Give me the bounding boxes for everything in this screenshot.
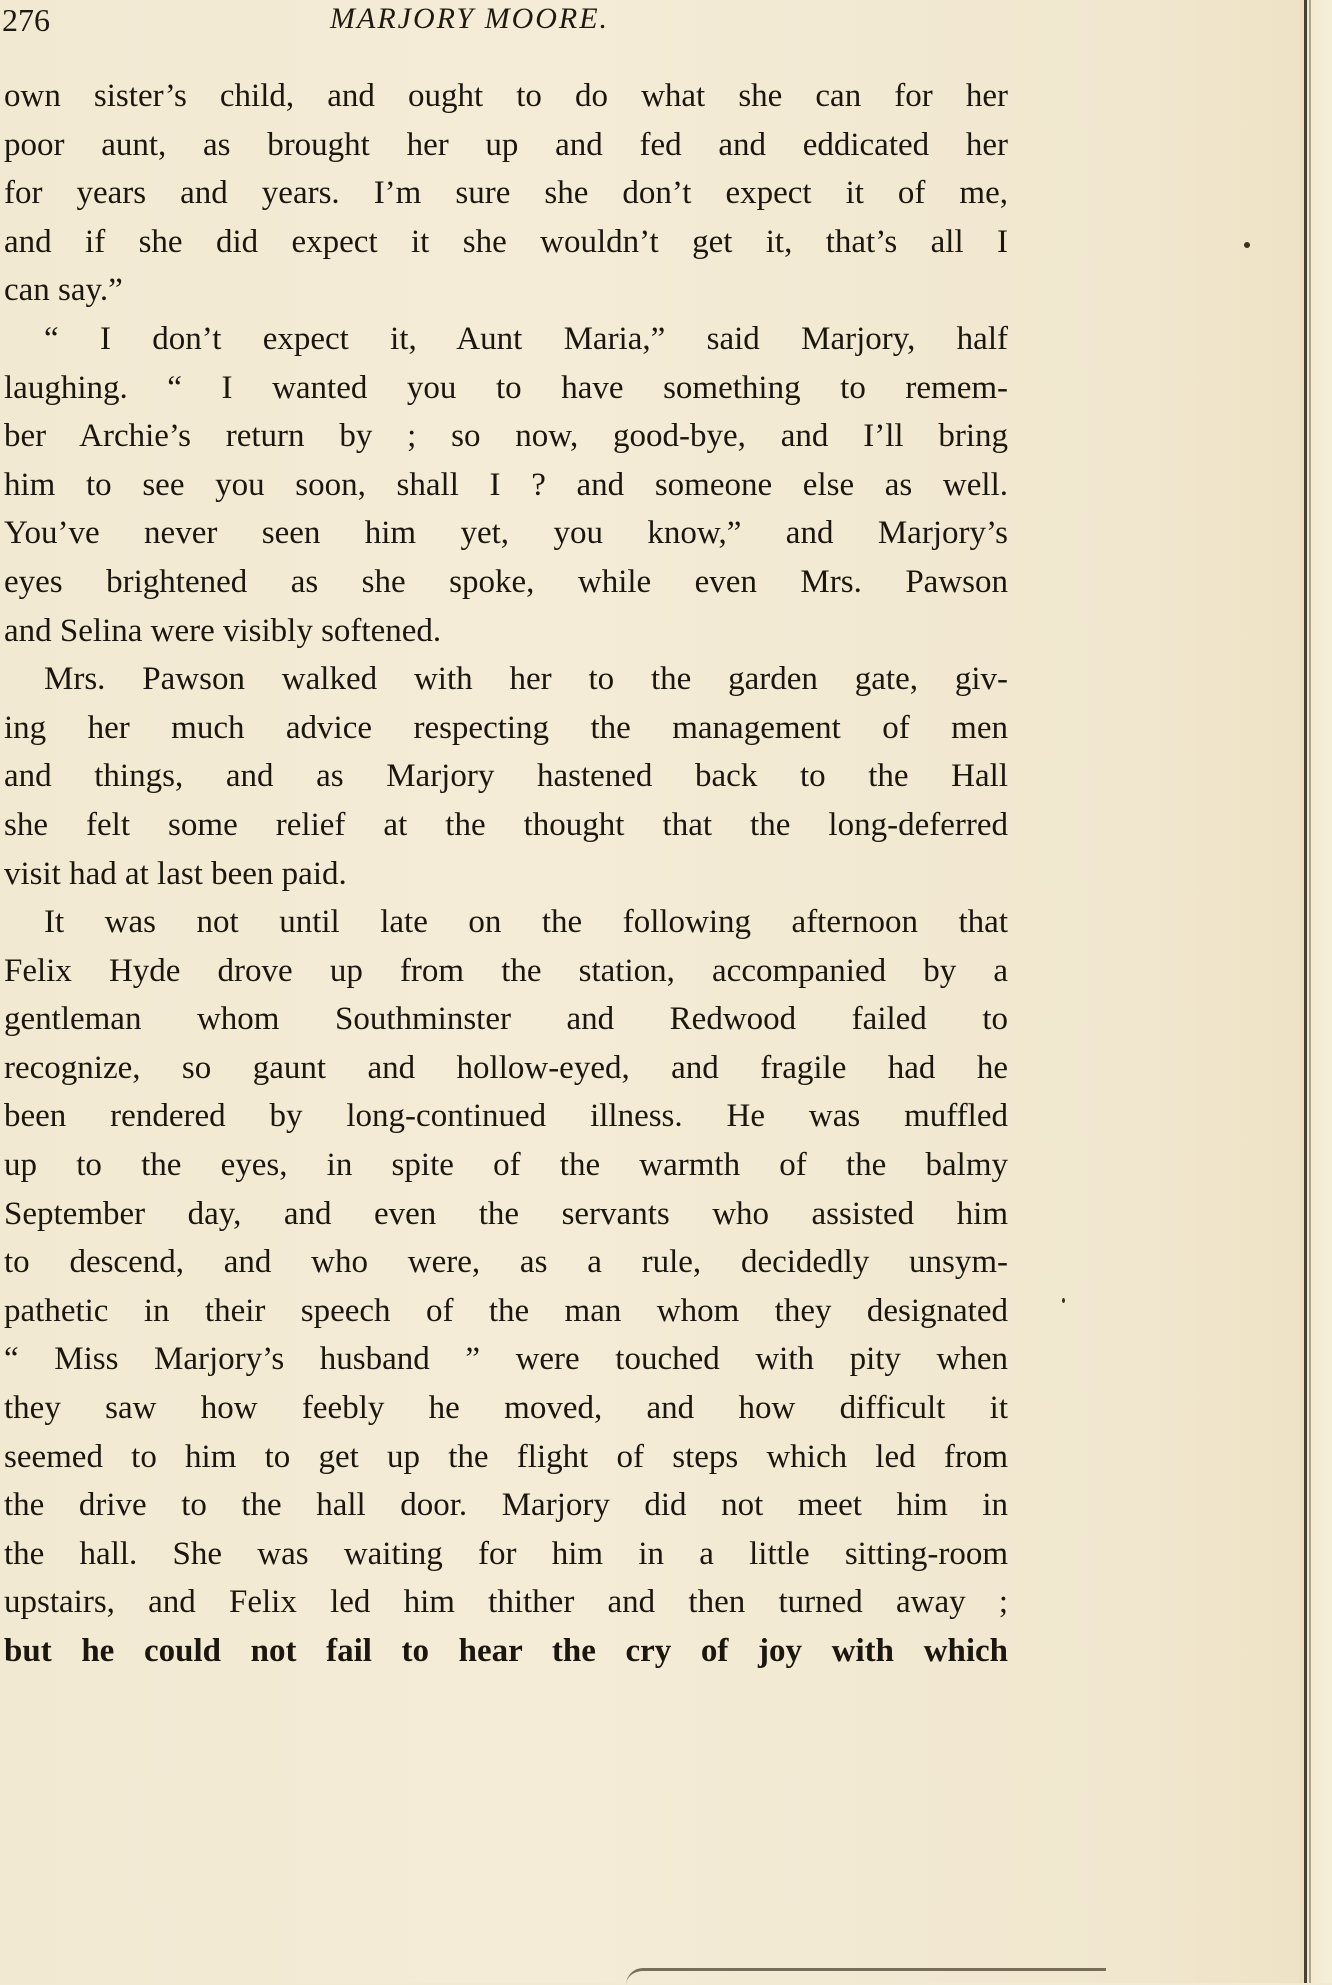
text-line: and if she did expect it she wouldn’t get it, that’s all I — [4, 223, 1008, 260]
text-line: pathetic in their speech of the man whom they designated — [4, 1292, 1008, 1329]
text-line: visit had at last been paid. — [4, 855, 347, 892]
running-head: MARJORY MOORE. — [330, 2, 610, 35]
text-line: ing her much advice respecting the management of men — [4, 709, 1008, 746]
text-line: but he could not fail to hear the cry of joy with which — [4, 1633, 1008, 1669]
page-header — [0, 2, 1010, 38]
text-line: poor aunt, as brought her up and fed and eddicated her — [4, 126, 1008, 163]
text-line: “ I don’t expect it, Aunt Maria,” said Marjory, half — [44, 320, 1008, 357]
text-line: him to see you soon, shall I ? and someone else as well. — [4, 466, 1008, 503]
text-line: September day, and even the servants who assisted him — [4, 1195, 1008, 1232]
text-line: Felix Hyde drove up from the station, accompanied by a — [4, 952, 1008, 989]
text-line: gentleman whom Southminster and Redwood failed to — [4, 1001, 1008, 1038]
text-line: upstairs, and Felix led him thither and then turned away ; — [4, 1584, 1008, 1621]
text-line: eyes brightened as she spoke, while even Mrs. Pawson — [4, 563, 1008, 600]
text-line: the hall. She was waiting for him in a little sitting-room — [4, 1535, 1008, 1572]
body-text — [4, 72, 1008, 1676]
paper-speck — [1062, 1298, 1065, 1303]
text-line: up to the eyes, in spite of the warmth of the balmy — [4, 1147, 1008, 1184]
text-line: laughing. “ I wanted you to have something to remem- — [4, 369, 1008, 406]
text-line: seemed to him to get up the flight of steps which led from — [4, 1438, 1008, 1475]
text-line: been rendered by long-continued illness. He was muffled — [4, 1098, 1008, 1135]
text-line: and things, and as Marjory hastened back to the Hall — [4, 758, 1008, 795]
text-line: they saw how feebly he moved, and how difficult it — [4, 1390, 1008, 1427]
text-line: It was not until late on the following afternoon that — [44, 904, 1008, 941]
text-line: “ Miss Marjory’s husband ” were touched with pity when — [4, 1341, 1008, 1378]
text-line: own sister’s child, and ought to do what she can for her — [4, 78, 1008, 114]
text-line: to descend, and who were, as a rule, decidedly unsym- — [4, 1244, 1008, 1281]
text-line: Mrs. Pawson walked with her to the garden gate, giv- — [44, 661, 1008, 698]
text-line: she felt some relief at the thought that the long-deferred — [4, 806, 1008, 843]
binding-edge-shadow — [1309, 0, 1311, 1983]
text-line: and Selina were visibly softened. — [4, 612, 442, 649]
paper-speck — [1244, 242, 1250, 248]
text-line: You’ve never seen him yet, you know,” and Marjory’s — [4, 515, 1008, 552]
text-line: the drive to the hall door. Marjory did not meet him in — [4, 1487, 1008, 1524]
page-edge-curl — [626, 1968, 1106, 1985]
text-line: ber Archie’s return by ; so now, good-bye, and I’ll bring — [4, 418, 1008, 455]
binding-edge-line — [1304, 0, 1307, 1983]
text-line: recognize, so gaunt and hollow-eyed, and fragile had he — [4, 1049, 1008, 1086]
text-line: for years and years. I’m sure she don’t expect it of me, — [4, 175, 1008, 212]
text-line: can say.” — [4, 272, 123, 309]
page-number: 276 — [2, 2, 50, 38]
